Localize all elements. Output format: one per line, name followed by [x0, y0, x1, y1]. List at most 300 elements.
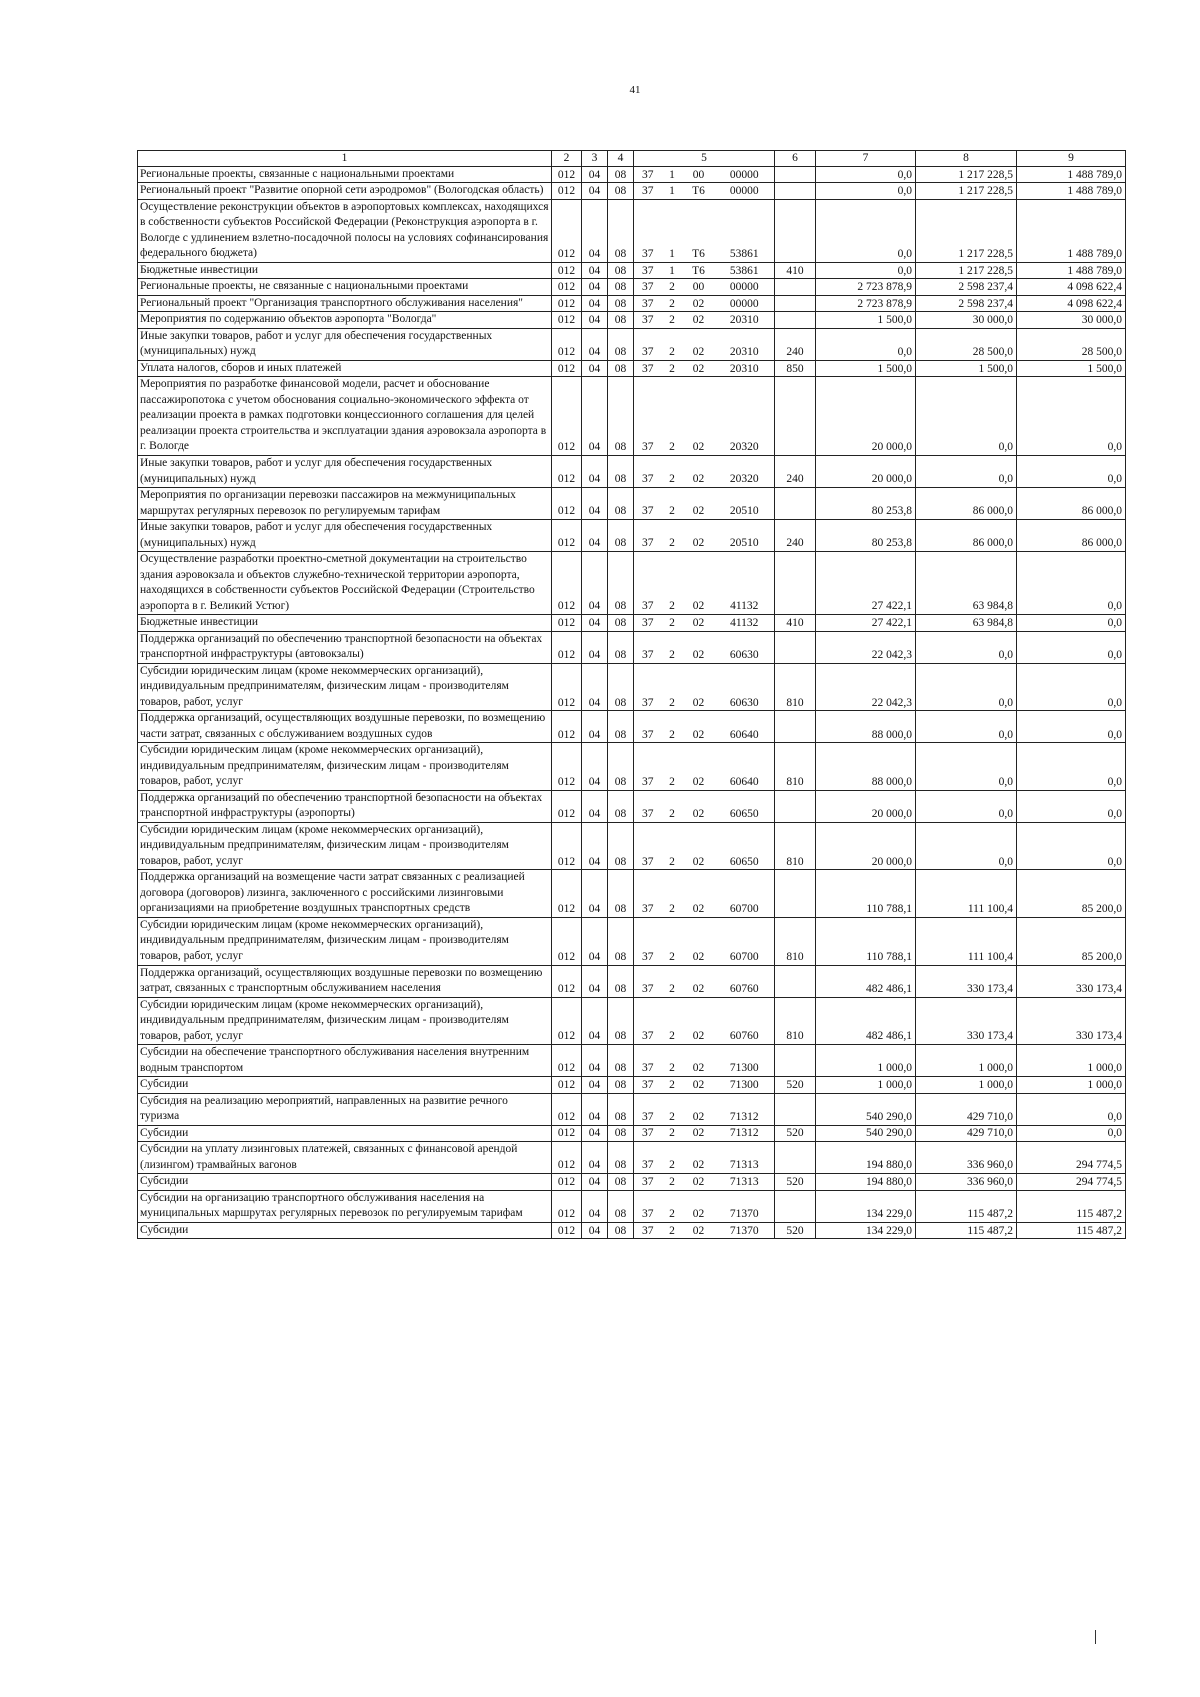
row-p2-cell: 2 — [662, 295, 683, 312]
row-p2-cell: 2 — [662, 1077, 683, 1094]
row-c4-cell: 08 — [608, 1142, 634, 1174]
row-p1-cell: 37 — [634, 663, 662, 711]
row-name-cell: Субсидии — [138, 1174, 552, 1191]
row-c7-cell: 2 723 878,9 — [816, 295, 916, 312]
row-c3-cell: 04 — [582, 199, 608, 262]
row-c6-cell — [775, 279, 816, 296]
row-p4-cell: 71313 — [715, 1174, 775, 1191]
row-c7-cell: 1 500,0 — [816, 360, 916, 377]
row-c4-cell: 08 — [608, 743, 634, 791]
row-p4-cell: 00000 — [715, 279, 775, 296]
row-c4-cell: 08 — [608, 199, 634, 262]
row-c9-cell: 30 000,0 — [1017, 312, 1126, 329]
row-c2-cell: 012 — [552, 822, 582, 870]
row-c6-cell: 520 — [775, 1174, 816, 1191]
row-c2-cell: 012 — [552, 1190, 582, 1222]
row-c7-cell: 1 000,0 — [816, 1045, 916, 1077]
header-cell: 7 — [816, 151, 916, 167]
row-c3-cell: 04 — [582, 790, 608, 822]
row-p1-cell: 37 — [634, 552, 662, 615]
table-row — [138, 1125, 1126, 1142]
table-row — [138, 790, 1126, 822]
row-c4-cell: 08 — [608, 360, 634, 377]
row-c6-cell — [775, 965, 816, 997]
row-p4-cell: 60630 — [715, 631, 775, 663]
row-name-cell: Региональные проекты, связанные с национальными проектами — [138, 166, 552, 183]
row-c4-cell: 08 — [608, 965, 634, 997]
row-p4-cell: 71312 — [715, 1125, 775, 1142]
row-p2-cell: 2 — [662, 663, 683, 711]
row-c9-cell: 4 098 622,4 — [1017, 295, 1126, 312]
row-name-cell: Поддержка организаций по обеспечению транспортной безопасности на объектах транспортной инфраструктуры (автовокзалы) — [138, 631, 552, 663]
row-c9-cell: 0,0 — [1017, 1125, 1126, 1142]
table-row — [138, 295, 1126, 312]
row-p4-cell: 00000 — [715, 295, 775, 312]
row-c3-cell: 04 — [582, 360, 608, 377]
row-c8-cell: 429 710,0 — [916, 1125, 1017, 1142]
table-row — [138, 360, 1126, 377]
row-c8-cell: 111 100,4 — [916, 870, 1017, 918]
row-c7-cell: 80 253,8 — [816, 520, 916, 552]
header-cell: 3 — [582, 151, 608, 167]
table-row — [138, 1045, 1126, 1077]
row-c9-cell: 1 488 789,0 — [1017, 262, 1126, 279]
row-c8-cell: 0,0 — [916, 711, 1017, 743]
row-c4-cell: 08 — [608, 1190, 634, 1222]
row-c2-cell: 012 — [552, 328, 582, 360]
row-c4-cell: 08 — [608, 917, 634, 965]
row-p1-cell: 37 — [634, 870, 662, 918]
row-c3-cell: 04 — [582, 312, 608, 329]
row-p4-cell: 20510 — [715, 488, 775, 520]
row-name-cell: Мероприятия по разработке финансовой модели, расчет и обоснование пассажиропотока с учетом обоснования социально-экономического эффекта от реализации проекта в рамках подготовки концессионного соглашения для целей реализации проекта строительства и эксплуатации здания аэровокзала аэропорта в г. Вологде — [138, 377, 552, 456]
row-p1-cell: 37 — [634, 1077, 662, 1094]
row-c9-cell: 0,0 — [1017, 377, 1126, 456]
row-p1-cell: 37 — [634, 183, 662, 200]
row-c8-cell: 86 000,0 — [916, 520, 1017, 552]
row-p1-cell: 37 — [634, 615, 662, 632]
row-p2-cell: 2 — [662, 1093, 683, 1125]
row-c7-cell: 22 042,3 — [816, 663, 916, 711]
row-c7-cell: 482 486,1 — [816, 997, 916, 1045]
row-c8-cell: 115 487,2 — [916, 1222, 1017, 1239]
row-c8-cell: 429 710,0 — [916, 1093, 1017, 1125]
row-name-cell: Субсидии юридическим лицам (кроме некоммерческих организаций), индивидуальным предпринимателям, физическим лицам - производителям товаров, работ, услуг — [138, 917, 552, 965]
row-c4-cell: 08 — [608, 166, 634, 183]
row-c7-cell: 2 723 878,9 — [816, 279, 916, 296]
row-p1-cell: 37 — [634, 295, 662, 312]
row-p2-cell: 2 — [662, 1045, 683, 1077]
row-c4-cell: 08 — [608, 262, 634, 279]
row-p3-cell: 02 — [683, 711, 715, 743]
row-c6-cell: 240 — [775, 520, 816, 552]
row-p1-cell: 37 — [634, 1174, 662, 1191]
row-p1-cell: 37 — [634, 199, 662, 262]
row-c8-cell: 336 960,0 — [916, 1142, 1017, 1174]
row-p3-cell: 02 — [683, 1093, 715, 1125]
table-row — [138, 328, 1126, 360]
row-c9-cell: 86 000,0 — [1017, 520, 1126, 552]
row-c9-cell: 4 098 622,4 — [1017, 279, 1126, 296]
row-p2-cell: 2 — [662, 377, 683, 456]
row-p1-cell: 37 — [634, 1045, 662, 1077]
table-row — [138, 743, 1126, 791]
row-c3-cell: 04 — [582, 870, 608, 918]
row-c9-cell: 1 000,0 — [1017, 1077, 1126, 1094]
row-p1-cell: 37 — [634, 1190, 662, 1222]
row-p3-cell: Т6 — [683, 183, 715, 200]
row-c4-cell: 08 — [608, 520, 634, 552]
row-c7-cell: 88 000,0 — [816, 743, 916, 791]
row-c6-cell: 240 — [775, 456, 816, 488]
header-row — [138, 151, 1126, 167]
row-c2-cell: 012 — [552, 199, 582, 262]
row-c4-cell: 08 — [608, 997, 634, 1045]
row-p2-cell: 2 — [662, 1222, 683, 1239]
row-c4-cell: 08 — [608, 183, 634, 200]
row-c2-cell: 012 — [552, 360, 582, 377]
row-c2-cell: 012 — [552, 1174, 582, 1191]
row-c3-cell: 04 — [582, 295, 608, 312]
row-c4-cell: 08 — [608, 312, 634, 329]
row-c2-cell: 012 — [552, 965, 582, 997]
row-name-cell: Осуществление разработки проектно-сметной документации на строительство здания аэровокзала и объектов служебно-технической территории аэропорта, находящихся в собственности субъектов Российской Федерации (Строительство аэропорта в г. Великий Устюг) — [138, 552, 552, 615]
row-p4-cell: 00000 — [715, 166, 775, 183]
row-c3-cell: 04 — [582, 488, 608, 520]
row-p4-cell: 71313 — [715, 1142, 775, 1174]
row-c4-cell: 08 — [608, 1045, 634, 1077]
table-row — [138, 711, 1126, 743]
row-c6-cell — [775, 870, 816, 918]
row-c2-cell: 012 — [552, 1077, 582, 1094]
row-c2-cell: 012 — [552, 279, 582, 296]
row-p2-cell: 2 — [662, 456, 683, 488]
row-name-cell: Поддержка организаций по обеспечению транспортной безопасности на объектах транспортной инфраструктуры (аэропорты) — [138, 790, 552, 822]
row-c7-cell: 0,0 — [816, 328, 916, 360]
row-p4-cell: 60700 — [715, 917, 775, 965]
table-row — [138, 663, 1126, 711]
row-p2-cell: 2 — [662, 743, 683, 791]
row-c3-cell: 04 — [582, 917, 608, 965]
header-cell: 2 — [552, 151, 582, 167]
row-c7-cell: 1 500,0 — [816, 312, 916, 329]
header-cell: 4 — [608, 151, 634, 167]
row-p1-cell: 37 — [634, 360, 662, 377]
row-c8-cell: 86 000,0 — [916, 488, 1017, 520]
row-c8-cell: 28 500,0 — [916, 328, 1017, 360]
row-c3-cell: 04 — [582, 552, 608, 615]
row-p1-cell: 37 — [634, 279, 662, 296]
table-row — [138, 199, 1126, 262]
row-p4-cell: 71370 — [715, 1222, 775, 1239]
row-p1-cell: 37 — [634, 965, 662, 997]
row-c2-cell: 012 — [552, 743, 582, 791]
row-c9-cell: 85 200,0 — [1017, 870, 1126, 918]
row-c6-cell — [775, 711, 816, 743]
row-c2-cell: 012 — [552, 1093, 582, 1125]
row-c2-cell: 012 — [552, 711, 582, 743]
row-name-cell: Мероприятия по организации перевозки пассажиров на межмуниципальных маршрутах регулярных перевозок по регулируемым тарифам — [138, 488, 552, 520]
row-c2-cell: 012 — [552, 663, 582, 711]
row-p4-cell: 60650 — [715, 822, 775, 870]
row-c2-cell: 012 — [552, 615, 582, 632]
row-c4-cell: 08 — [608, 377, 634, 456]
row-c6-cell — [775, 1093, 816, 1125]
table-row — [138, 1222, 1126, 1239]
row-c6-cell: 810 — [775, 743, 816, 791]
row-c8-cell: 0,0 — [916, 456, 1017, 488]
row-c8-cell: 115 487,2 — [916, 1190, 1017, 1222]
table-row — [138, 615, 1126, 632]
row-c7-cell: 0,0 — [816, 262, 916, 279]
row-c3-cell: 04 — [582, 1077, 608, 1094]
row-c7-cell: 20 000,0 — [816, 790, 916, 822]
row-c3-cell: 04 — [582, 997, 608, 1045]
table-row — [138, 312, 1126, 329]
row-p3-cell: 02 — [683, 1142, 715, 1174]
row-c6-cell: 410 — [775, 262, 816, 279]
row-p2-cell: 2 — [662, 631, 683, 663]
row-p2-cell: 2 — [662, 790, 683, 822]
row-p1-cell: 37 — [634, 166, 662, 183]
row-p2-cell: 1 — [662, 183, 683, 200]
row-p2-cell: 2 — [662, 1142, 683, 1174]
row-p2-cell: 1 — [662, 199, 683, 262]
row-c2-cell: 012 — [552, 456, 582, 488]
row-c2-cell: 012 — [552, 377, 582, 456]
row-c8-cell: 336 960,0 — [916, 1174, 1017, 1191]
row-c4-cell: 08 — [608, 615, 634, 632]
row-c7-cell: 0,0 — [816, 166, 916, 183]
row-p1-cell: 37 — [634, 377, 662, 456]
row-c6-cell: 410 — [775, 615, 816, 632]
row-p1-cell: 37 — [634, 743, 662, 791]
row-c7-cell: 482 486,1 — [816, 965, 916, 997]
row-p4-cell: 53861 — [715, 262, 775, 279]
row-name-cell: Субсидии на организацию транспортного обслуживания населения на муниципальных маршрутах регулярных перевозок по регулируемым тарифам — [138, 1190, 552, 1222]
row-c9-cell: 1 488 789,0 — [1017, 199, 1126, 262]
row-p4-cell: 20510 — [715, 520, 775, 552]
row-c2-cell: 012 — [552, 488, 582, 520]
row-c3-cell: 04 — [582, 1093, 608, 1125]
table-row — [138, 166, 1126, 183]
row-name-cell: Субсидии юридическим лицам (кроме некоммерческих организаций), индивидуальным предпринимателям, физическим лицам - производителям товаров, работ, услуг — [138, 743, 552, 791]
row-c4-cell: 08 — [608, 1077, 634, 1094]
budget-table — [137, 150, 1126, 1239]
row-p3-cell: 02 — [683, 295, 715, 312]
row-c8-cell: 1 000,0 — [916, 1077, 1017, 1094]
row-c7-cell: 110 788,1 — [816, 870, 916, 918]
row-c4-cell: 08 — [608, 1093, 634, 1125]
row-c3-cell: 04 — [582, 965, 608, 997]
row-c8-cell: 63 984,8 — [916, 615, 1017, 632]
row-c8-cell: 30 000,0 — [916, 312, 1017, 329]
row-c3-cell: 04 — [582, 279, 608, 296]
row-p3-cell: 02 — [683, 743, 715, 791]
row-c8-cell: 1 217 228,5 — [916, 199, 1017, 262]
row-p4-cell: 20310 — [715, 312, 775, 329]
row-c7-cell: 194 880,0 — [816, 1174, 916, 1191]
row-c8-cell: 2 598 237,4 — [916, 279, 1017, 296]
row-c2-cell: 012 — [552, 295, 582, 312]
row-p4-cell: 53861 — [715, 199, 775, 262]
row-c8-cell: 111 100,4 — [916, 917, 1017, 965]
row-p3-cell: 02 — [683, 965, 715, 997]
row-p3-cell: 02 — [683, 312, 715, 329]
row-p1-cell: 37 — [634, 1222, 662, 1239]
row-p3-cell: 02 — [683, 328, 715, 360]
row-p4-cell: 60760 — [715, 965, 775, 997]
row-p1-cell: 37 — [634, 1142, 662, 1174]
row-c8-cell: 0,0 — [916, 743, 1017, 791]
row-p3-cell: 00 — [683, 166, 715, 183]
table-row — [138, 1190, 1126, 1222]
row-name-cell: Бюджетные инвестиции — [138, 615, 552, 632]
row-c6-cell: 520 — [775, 1222, 816, 1239]
row-p1-cell: 37 — [634, 822, 662, 870]
row-c7-cell: 80 253,8 — [816, 488, 916, 520]
table-row — [138, 456, 1126, 488]
row-c2-cell: 012 — [552, 1222, 582, 1239]
row-p2-cell: 2 — [662, 520, 683, 552]
row-c3-cell: 04 — [582, 1222, 608, 1239]
row-c9-cell: 0,0 — [1017, 743, 1126, 791]
row-c4-cell: 08 — [608, 822, 634, 870]
row-p3-cell: 02 — [683, 1125, 715, 1142]
row-c9-cell: 86 000,0 — [1017, 488, 1126, 520]
row-p3-cell: 02 — [683, 615, 715, 632]
row-name-cell: Поддержка организаций, осуществляющих воздушные перевозки, по возмещению части затрат, связанных с обслуживанием воздушных судов — [138, 711, 552, 743]
row-c4-cell: 08 — [608, 711, 634, 743]
row-c7-cell: 22 042,3 — [816, 631, 916, 663]
row-p2-cell: 2 — [662, 711, 683, 743]
row-c6-cell — [775, 488, 816, 520]
row-p4-cell: 41132 — [715, 615, 775, 632]
table-row — [138, 997, 1126, 1045]
row-c6-cell — [775, 183, 816, 200]
row-p2-cell: 2 — [662, 1125, 683, 1142]
row-name-cell: Региональный проект "Организация транспортного обслуживания населения" — [138, 295, 552, 312]
row-c9-cell: 115 487,2 — [1017, 1190, 1126, 1222]
row-c2-cell: 012 — [552, 166, 582, 183]
row-p1-cell: 37 — [634, 456, 662, 488]
row-name-cell: Субсидии юридическим лицам (кроме некоммерческих организаций), индивидуальным предпринимателям, физическим лицам - производителям товаров, работ, услуг — [138, 997, 552, 1045]
row-c3-cell: 04 — [582, 166, 608, 183]
row-p1-cell: 37 — [634, 631, 662, 663]
row-c7-cell: 110 788,1 — [816, 917, 916, 965]
row-p4-cell: 20320 — [715, 456, 775, 488]
row-c3-cell: 04 — [582, 262, 608, 279]
row-c8-cell: 1 217 228,5 — [916, 183, 1017, 200]
row-c7-cell: 0,0 — [816, 183, 916, 200]
row-c9-cell: 330 173,4 — [1017, 965, 1126, 997]
row-p3-cell: 02 — [683, 1045, 715, 1077]
row-c2-cell: 012 — [552, 917, 582, 965]
row-c6-cell: 520 — [775, 1077, 816, 1094]
row-c3-cell: 04 — [582, 631, 608, 663]
row-name-cell: Иные закупки товаров, работ и услуг для обеспечения государственных (муниципальных) нужд — [138, 520, 552, 552]
row-c4-cell: 08 — [608, 1222, 634, 1239]
row-c6-cell: 810 — [775, 822, 816, 870]
row-c7-cell: 20 000,0 — [816, 456, 916, 488]
row-p1-cell: 37 — [634, 312, 662, 329]
row-c8-cell: 63 984,8 — [916, 552, 1017, 615]
row-p2-cell: 2 — [662, 917, 683, 965]
row-c9-cell: 0,0 — [1017, 631, 1126, 663]
row-p3-cell: 02 — [683, 1174, 715, 1191]
row-p3-cell: 02 — [683, 1222, 715, 1239]
row-p3-cell: Т6 — [683, 262, 715, 279]
table-row — [138, 1174, 1126, 1191]
row-c4-cell: 08 — [608, 279, 634, 296]
row-c2-cell: 012 — [552, 790, 582, 822]
row-c3-cell: 04 — [582, 1190, 608, 1222]
row-c2-cell: 012 — [552, 183, 582, 200]
row-p1-cell: 37 — [634, 328, 662, 360]
row-p4-cell: 60640 — [715, 711, 775, 743]
table-row — [138, 520, 1126, 552]
row-c8-cell: 1 217 228,5 — [916, 262, 1017, 279]
header-cell: 8 — [916, 151, 1017, 167]
row-c8-cell: 1 217 228,5 — [916, 166, 1017, 183]
row-c2-cell: 012 — [552, 1125, 582, 1142]
row-p3-cell: 02 — [683, 997, 715, 1045]
row-c9-cell: 0,0 — [1017, 790, 1126, 822]
row-c8-cell: 0,0 — [916, 790, 1017, 822]
table-row — [138, 262, 1126, 279]
row-c2-cell: 012 — [552, 552, 582, 615]
row-c9-cell: 0,0 — [1017, 456, 1126, 488]
row-c6-cell — [775, 1190, 816, 1222]
row-p2-cell: 2 — [662, 997, 683, 1045]
row-c6-cell: 520 — [775, 1125, 816, 1142]
row-c9-cell: 85 200,0 — [1017, 917, 1126, 965]
row-p3-cell: 02 — [683, 456, 715, 488]
row-c4-cell: 08 — [608, 295, 634, 312]
row-c4-cell: 08 — [608, 488, 634, 520]
row-p3-cell: 02 — [683, 377, 715, 456]
row-p1-cell: 37 — [634, 790, 662, 822]
row-c9-cell: 0,0 — [1017, 711, 1126, 743]
row-p4-cell: 71312 — [715, 1093, 775, 1125]
row-c7-cell: 134 229,0 — [816, 1190, 916, 1222]
row-c8-cell: 2 598 237,4 — [916, 295, 1017, 312]
row-name-cell: Иные закупки товаров, работ и услуг для обеспечения государственных (муниципальных) нужд — [138, 328, 552, 360]
row-c4-cell: 08 — [608, 663, 634, 711]
row-c6-cell — [775, 166, 816, 183]
row-c9-cell: 1 488 789,0 — [1017, 166, 1126, 183]
row-c7-cell: 194 880,0 — [816, 1142, 916, 1174]
row-c3-cell: 04 — [582, 328, 608, 360]
row-c7-cell: 20 000,0 — [816, 377, 916, 456]
row-c9-cell: 0,0 — [1017, 1093, 1126, 1125]
row-c6-cell: 850 — [775, 360, 816, 377]
row-p3-cell: Т6 — [683, 199, 715, 262]
row-c4-cell: 08 — [608, 1125, 634, 1142]
row-p4-cell: 60650 — [715, 790, 775, 822]
row-c3-cell: 04 — [582, 711, 608, 743]
row-name-cell: Поддержка организаций, осуществляющих воздушные перевозки по возмещению затрат, связанных с транспортным обслуживанием населения — [138, 965, 552, 997]
row-c4-cell: 08 — [608, 631, 634, 663]
row-name-cell: Региональный проект "Развитие опорной сети аэродромов" (Вологодская область) — [138, 183, 552, 200]
row-p3-cell: 02 — [683, 552, 715, 615]
table-row — [138, 183, 1126, 200]
row-c8-cell: 1 000,0 — [916, 1045, 1017, 1077]
row-p2-cell: 2 — [662, 965, 683, 997]
table-row — [138, 1142, 1126, 1174]
row-c8-cell: 0,0 — [916, 822, 1017, 870]
row-p4-cell: 20320 — [715, 377, 775, 456]
